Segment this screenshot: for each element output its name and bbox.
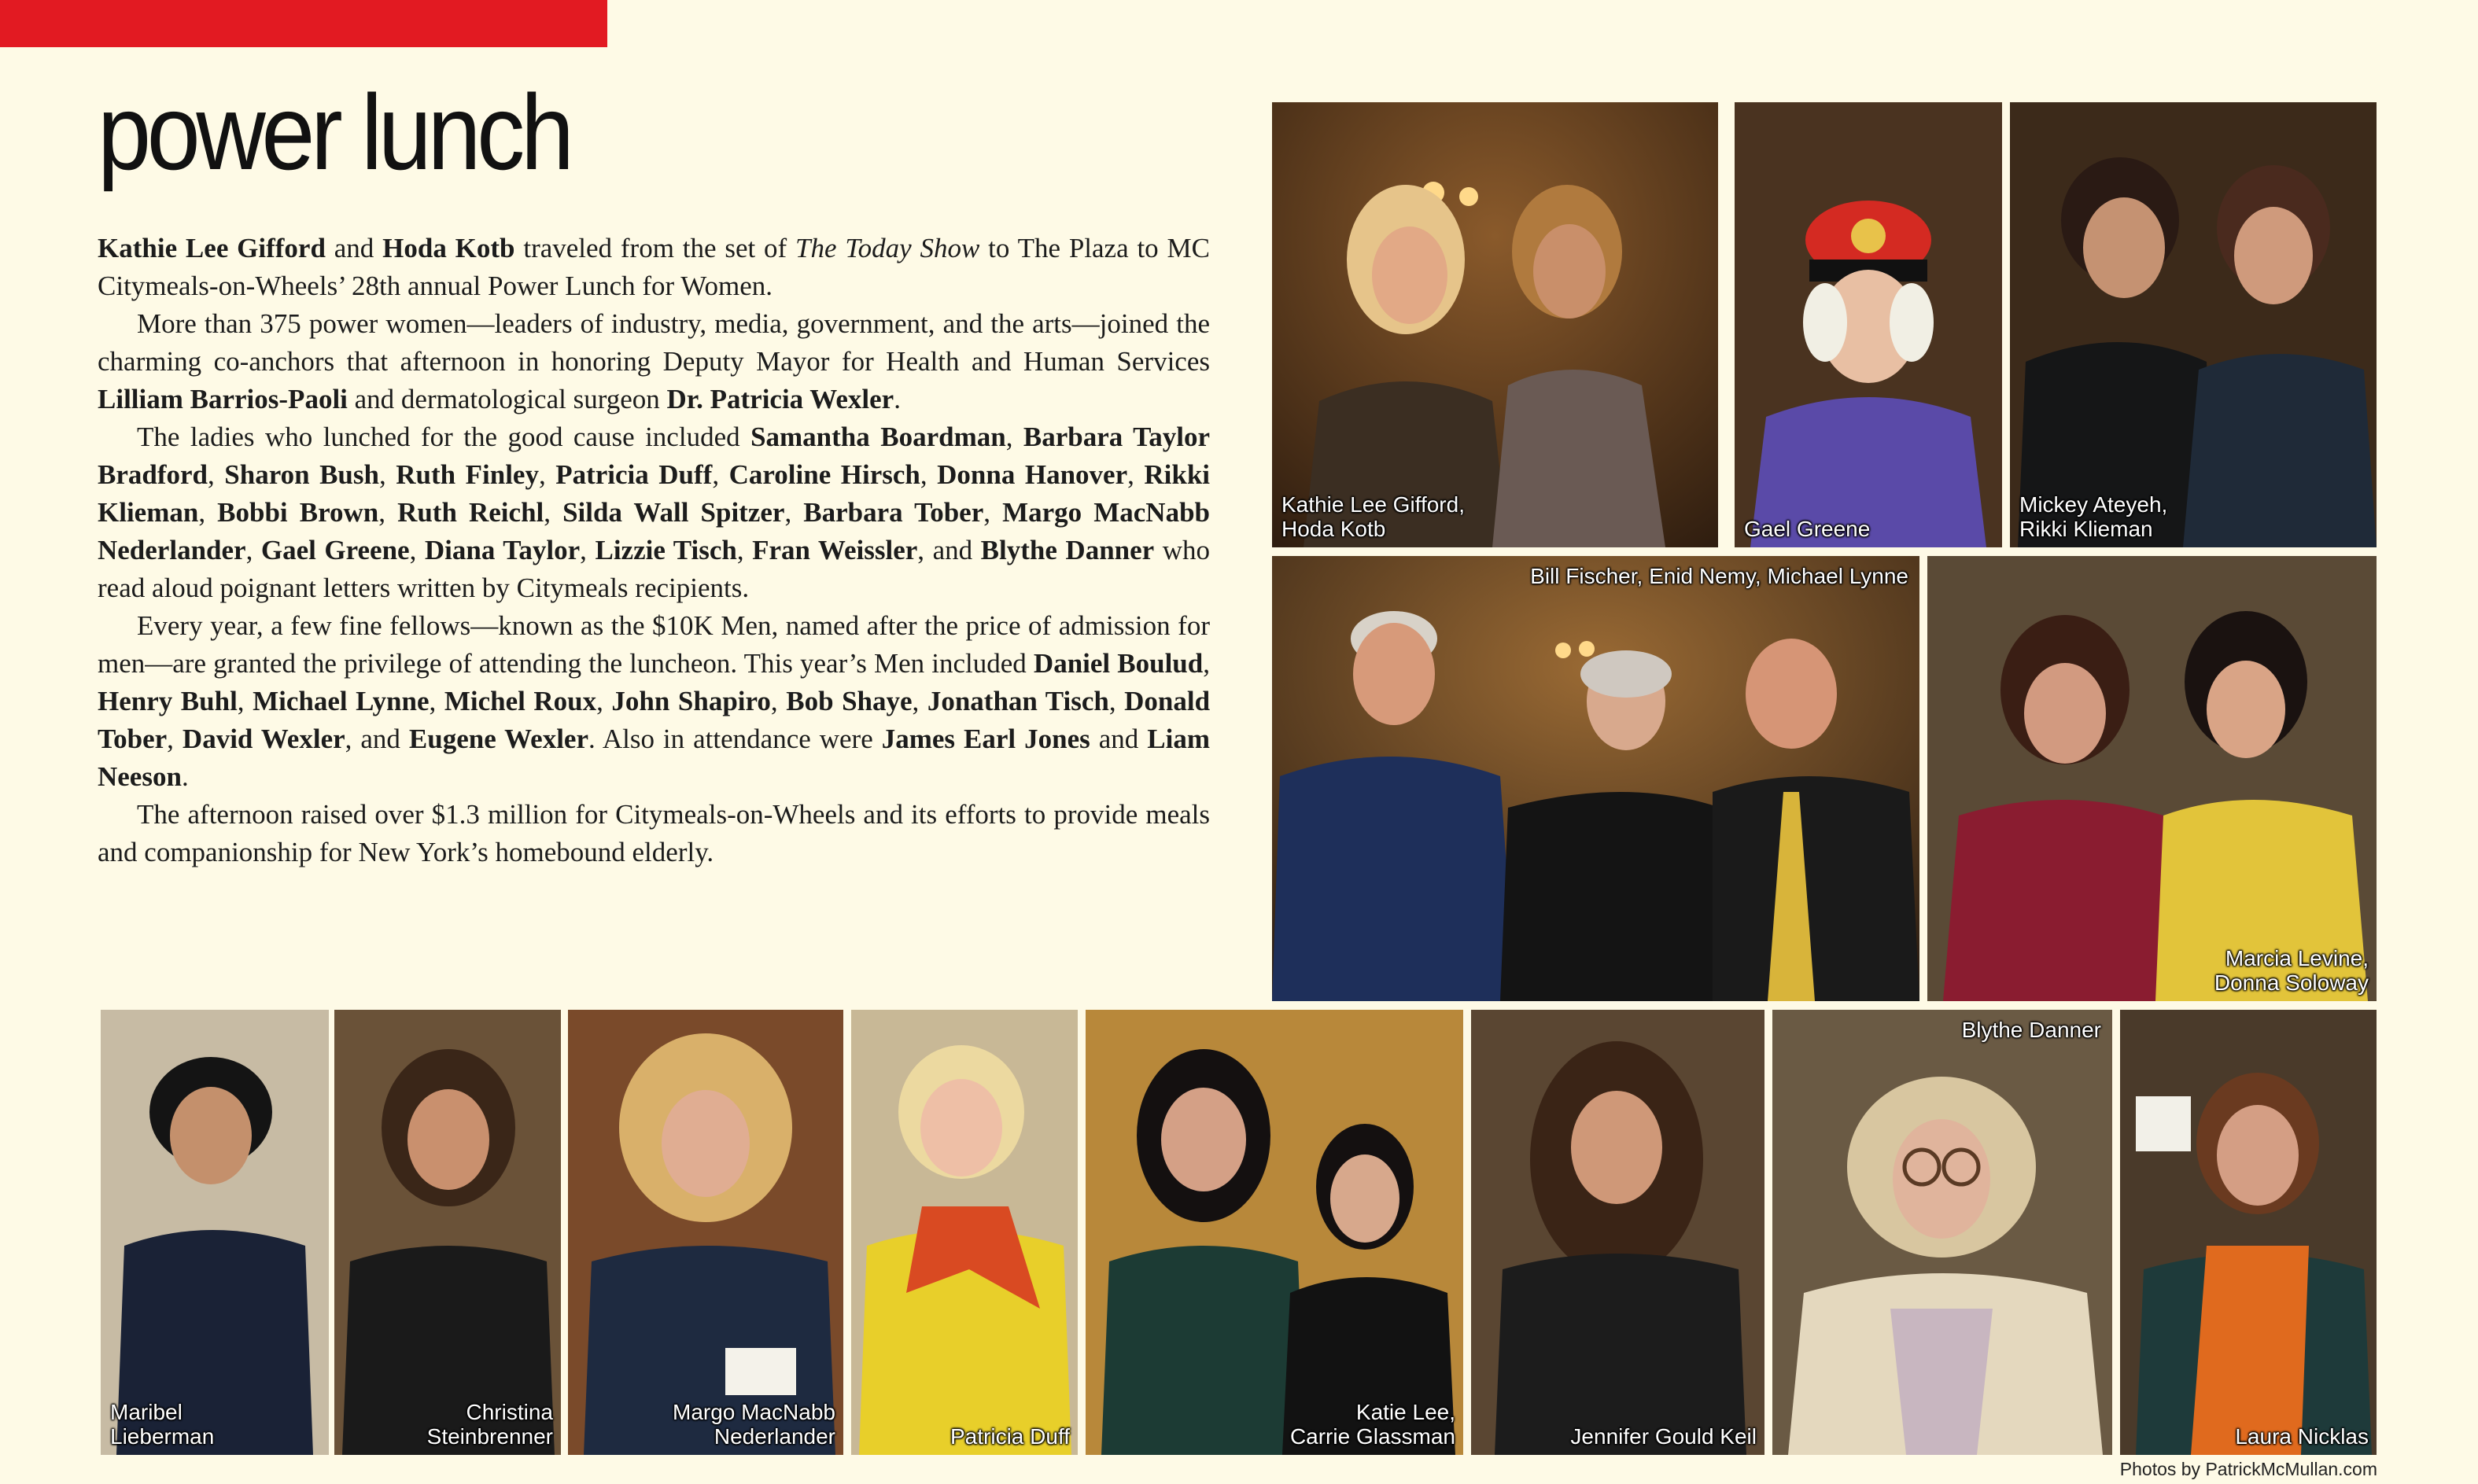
bold-name: Patricia Duff [555, 459, 713, 490]
photo-image [1735, 102, 2002, 547]
photo-image [334, 1010, 561, 1455]
bold-name: Ruth Reichl [397, 497, 544, 528]
bold-name: Donna Hanover [937, 459, 1128, 490]
photo-blythe-danner [1772, 1010, 2112, 1455]
photo-christina-steinbrenner [334, 1010, 561, 1455]
bold-name: Margo MacNabb Nederlander [98, 497, 1211, 565]
bold-name: Lilliam Barrios-Paoli [98, 384, 348, 414]
photo-caption: Jennifer Gould Keil [1570, 1424, 1757, 1449]
bold-name: Diana Taylor [424, 535, 581, 565]
bold-name: Michael Lynne [253, 686, 430, 716]
photo-image [568, 1010, 843, 1455]
bold-name: Hoda Kotb [382, 233, 515, 263]
photo-image [101, 1010, 329, 1455]
article-paragraph: The ladies who lunched for the good cause included Samantha Boardman, Barbara Taylor Bradford, Sharon Bush, Ruth Finley, Patricia Duff, Caroline Hirsch, Donna Hanover, Rikki Klieman, Bobbi Brown, Ruth Reichl, Silda Wall Spitzer, Barbara Tober, Margo MacNabb Nederlander, Gael Greene, Diana Taylor, Lizzie Tisch, Fran Weissler, and Blythe Danner who read aloud poignant letters written by Citymeals recipients. [98, 422, 1211, 603]
photo-gael-greene [1735, 102, 2002, 547]
bold-name: Caroline Hirsch [728, 459, 920, 490]
photo-image [1927, 556, 2377, 1001]
article-body [98, 230, 1210, 871]
photo-levine-soloway [1927, 556, 2377, 1001]
bold-name: Lizzie Tisch [595, 535, 737, 565]
photo-image [2120, 1010, 2377, 1455]
bold-name: Eugene Wexler [408, 724, 589, 754]
photo-ateyeh-klieman [2010, 102, 2377, 547]
photo-caption: Laura Nicklas [2235, 1424, 2369, 1449]
photo-caption: Mickey Ateyeh, Rikki Klieman [2019, 492, 2168, 541]
photo-credit: Photos by PatrickMcMullan.com [2119, 1459, 2377, 1479]
photo-fischer-nemy-lynne [1272, 556, 1919, 1001]
photo-laura-nicklas [2120, 1010, 2377, 1455]
photo-caption: Patricia Duff [950, 1424, 1070, 1449]
italic-title: The Today Show [795, 233, 980, 263]
photo-caption: Bill Fischer, Enid Nemy, Michael Lynne [1530, 564, 1908, 588]
bold-name: David Wexler [182, 724, 345, 754]
photo-caption: Gael Greene [1744, 517, 1871, 541]
bold-name: Silda Wall Spitzer [562, 497, 785, 528]
photo-jennifer-gould-keil [1471, 1010, 1764, 1455]
bold-name: James Earl Jones [881, 724, 1090, 754]
photo-image [1272, 102, 1718, 547]
photo-caption: Blythe Danner [1961, 1018, 2101, 1042]
article-paragraph: The afternoon raised over $1.3 million for Citymeals-on-Wheels and its efforts to provide meals and companionship for New York’s homebound elderly. [98, 799, 1210, 867]
bold-name: Sharon Bush [224, 459, 379, 490]
bold-name: Rikki Klieman [98, 459, 1211, 528]
photo-caption: Maribel Lieberman [110, 1400, 215, 1449]
bold-name: Dr. Patricia Wexler [666, 384, 894, 414]
bold-name: Barbara Tober [803, 497, 984, 528]
photo-image [1272, 556, 1919, 1001]
photo-margo-nederlander [568, 1010, 843, 1455]
article-paragraph: Kathie Lee Gifford and Hoda Kotb traveled from the set of The Today Show to The Plaza to MC Citymeals-on-Wheels’ 28th annual Power Lunch for Women. [98, 233, 1210, 301]
article-paragraph: Every year, a few fine fellows—known as the $10K Men, named after the price of admission for men—are granted the privilege of attending the luncheon. This year’s Men included Daniel Boulud, Henry Buhl, Michael Lynne, Michel Roux, John Shapiro, Bob Shaye, Jonathan Tisch, Donald Tober, David Wexler, and Eugene Wexler. Also in attendance were James Earl Jones and Liam Neeson. [98, 610, 1211, 792]
bold-name: Jonathan Tisch [927, 686, 1109, 716]
bold-name: Donald Tober [98, 686, 1211, 754]
photo-image [1772, 1010, 2112, 1455]
section-accent-bar [0, 0, 607, 47]
bold-name: Samantha Boardman [750, 422, 1006, 452]
bold-name: Daniel Boulud [1033, 648, 1204, 679]
photo-gifford-kotb [1272, 102, 1718, 547]
section-title: power lunch [98, 72, 570, 192]
bold-name: Ruth Finley [396, 459, 539, 490]
photo-maribel-lieberman [101, 1010, 329, 1455]
bold-name: Kathie Lee Gifford [98, 233, 326, 263]
photo-image [2010, 102, 2377, 547]
bold-name: Liam Neeson [98, 724, 1210, 792]
bold-name: Gael Greene [260, 535, 410, 565]
photo-caption: Christina Steinbrenner [426, 1400, 553, 1449]
photo-katie-lee-glassman [1086, 1010, 1463, 1455]
bold-name: Henry Buhl [98, 686, 238, 716]
photo-image [1471, 1010, 1764, 1455]
bold-name: Fran Weissler [752, 535, 918, 565]
photo-caption: Katie Lee, Carrie Glassman [1289, 1400, 1455, 1449]
photo-image [851, 1010, 1078, 1455]
photo-patricia-duff [851, 1010, 1078, 1455]
photo-caption: Kathie Lee Gifford, Hoda Kotb [1281, 492, 1465, 541]
bold-name: John Shapiro [611, 686, 771, 716]
bold-name: Blythe Danner [980, 535, 1155, 565]
photo-caption: Margo MacNabb Nederlander [673, 1400, 835, 1449]
bold-name: Michel Roux [444, 686, 597, 716]
bold-name: Bob Shaye [786, 686, 913, 716]
photo-caption: Marcia Levine, Donna Soloway [2214, 946, 2369, 995]
bold-name: Barbara Taylor Bradford [98, 422, 1211, 490]
bold-name: Bobbi Brown [217, 497, 379, 528]
photo-image [1086, 1010, 1463, 1455]
article-paragraph: More than 375 power women—leaders of industry, media, government, and the arts—joined the charming co-anchors that afternoon in honoring Deputy Mayor for Health and Human Services Lilliam Barrios-Paoli and dermatological surgeon Dr. Patricia Wexler. [98, 308, 1210, 414]
